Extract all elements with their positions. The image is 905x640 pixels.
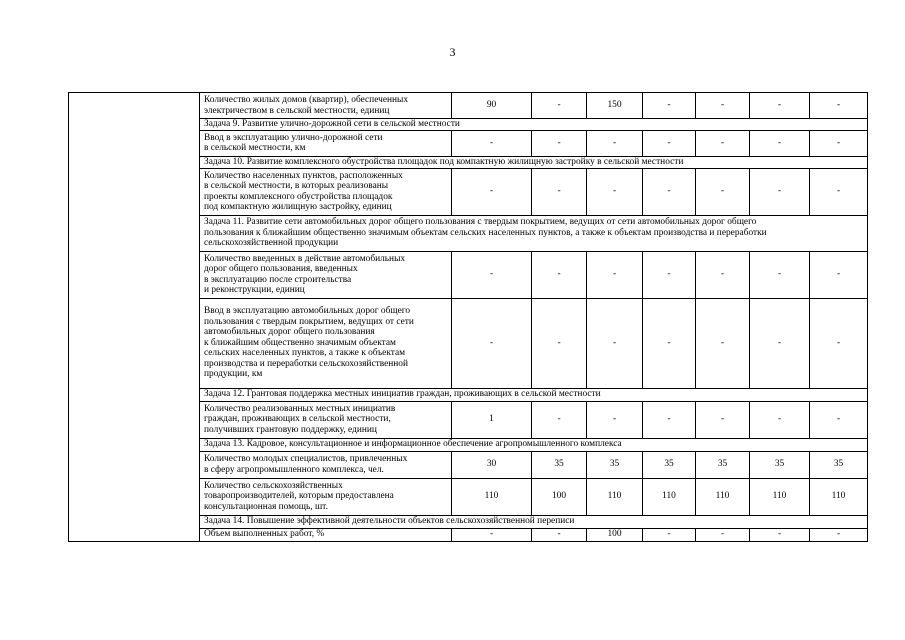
indicator-value: 110 xyxy=(810,478,868,515)
indicator-value: - xyxy=(750,298,810,388)
page-number: 3 xyxy=(449,45,456,59)
indicator-value: - xyxy=(452,298,532,388)
indicator-value: - xyxy=(643,528,696,541)
indicator-label: Ввод в эксплуатацию автомобильных дорог общего пользования с твердым покрытием, ведущих от сети автомобильных дорог общего пользования к ближайшим общественно значимым объектам сельских населенных пунктов, а также к объектам производства и переработки сельскохозяйственной продукции, км xyxy=(200,298,452,388)
task-heading: Задача 13. Кадровое, консультационное и информационное обеспечение агропромышленного комплекса xyxy=(200,438,868,451)
indicator-value: - xyxy=(696,298,750,388)
indicator-value: 35 xyxy=(532,451,587,478)
indicator-label: Количество введенных в действие автомобильных дорог общего пользования, введенных в эксплуатацию после строительства и реконструкции, единиц xyxy=(200,251,452,298)
indicator-value: 90 xyxy=(452,93,532,119)
indicator-label: Количество сельскохозяйственных товаропроизводителей, которым предоставлена консультационная помощь, шт. xyxy=(200,478,452,515)
indicator-value: - xyxy=(750,251,810,298)
indicator-value: 35 xyxy=(750,451,810,478)
indicator-value: - xyxy=(643,298,696,388)
indicator-value: - xyxy=(810,251,868,298)
indicator-value: - xyxy=(810,298,868,388)
indicator-value: - xyxy=(643,168,696,215)
indicator-value: 110 xyxy=(587,478,643,515)
task-heading: Задача 9. Развитие улично-дорожной сети в сельской местности xyxy=(200,119,868,131)
indicator-label: Количество реализованных местных инициатив граждан, проживающих в сельской местности, получивших грантовую поддержку, единиц xyxy=(200,401,452,438)
indicator-value: - xyxy=(696,130,750,156)
table-body xyxy=(69,93,868,542)
indicator-value: 110 xyxy=(750,478,810,515)
task-heading: Задача 14. Повышение эффективной деятельности объектов сельскохозяйственной переписи xyxy=(200,515,868,528)
indicator-value: - xyxy=(810,528,868,541)
indicator-value: - xyxy=(750,93,810,119)
indicator-label: Количество населенных пунктов, расположенных в сельской местности, в которых реализованы проекты комплексного обустройства площадок под компактную жилищную застройку, единиц xyxy=(200,168,452,215)
indicator-value: 110 xyxy=(452,478,532,515)
indicator-value: 110 xyxy=(643,478,696,515)
indicator-value: - xyxy=(643,251,696,298)
indicator-value: - xyxy=(643,401,696,438)
indicator-value: 150 xyxy=(587,93,643,119)
indicator-value: 30 xyxy=(452,451,532,478)
indicator-value: - xyxy=(532,168,587,215)
indicator-value: - xyxy=(532,251,587,298)
task-heading: Задача 10. Развитие комплексного обустройства площадок под компактную жилищную застройку в сельской местности xyxy=(200,156,868,168)
task-heading: Задача 11. Развитие сети автомобильных дорог общего пользования с твердым покрытием, ведущих от сети автомобильных дорог общего пользования к ближайшим общественно значимым объектам сельских населенных пунктов, а также к объектам производства и переработки сельскохозяйственной продукции xyxy=(200,215,868,251)
indicator-value: - xyxy=(810,130,868,156)
indicator-value: 35 xyxy=(587,451,643,478)
indicator-value: 100 xyxy=(587,528,643,541)
indicator-value: - xyxy=(532,401,587,438)
indicator-value: - xyxy=(810,168,868,215)
indicator-value: - xyxy=(532,298,587,388)
indicator-value: - xyxy=(696,401,750,438)
indicator-value: - xyxy=(696,251,750,298)
task-heading: Задача 12. Грантовая поддержка местных инициатив граждан, проживающих в сельской местности xyxy=(200,388,868,401)
indicator-value: - xyxy=(750,168,810,215)
indicator-value: - xyxy=(643,130,696,156)
indicator-value: - xyxy=(452,130,532,156)
blank-first-column xyxy=(69,93,200,542)
indicator-value: - xyxy=(452,528,532,541)
indicator-value: 35 xyxy=(696,451,750,478)
indicator-value: - xyxy=(587,401,643,438)
indicator-label: Количество молодых специалистов, привлеченных в сферу агропромышленного комплекса, чел. xyxy=(200,451,452,478)
indicator-value: - xyxy=(452,168,532,215)
indicator-value: 35 xyxy=(810,451,868,478)
indicator-value: - xyxy=(696,168,750,215)
indicator-value: - xyxy=(587,298,643,388)
indicator-value: 100 xyxy=(532,478,587,515)
indicator-label: Ввод в эксплуатацию улично-дорожной сети в сельской местности, км xyxy=(200,130,452,156)
indicator-value: - xyxy=(532,130,587,156)
indicator-value: - xyxy=(532,93,587,119)
indicator-value: - xyxy=(810,401,868,438)
indicator-label: Объем выполненных работ, % xyxy=(200,528,452,541)
indicator-row xyxy=(69,93,868,119)
indicator-value: - xyxy=(587,168,643,215)
indicator-value: 35 xyxy=(643,451,696,478)
indicator-value: - xyxy=(750,528,810,541)
indicator-value: 1 xyxy=(452,401,532,438)
indicator-label: Количество жилых домов (квартир), обеспеченных электричеством в сельской местности, единиц xyxy=(200,93,452,119)
indicator-value: - xyxy=(810,93,868,119)
indicator-value: - xyxy=(750,401,810,438)
indicator-value: 110 xyxy=(696,478,750,515)
indicator-value: - xyxy=(452,251,532,298)
indicator-value: - xyxy=(696,528,750,541)
indicator-value: - xyxy=(750,130,810,156)
indicators-table xyxy=(68,92,868,542)
indicator-value: - xyxy=(587,251,643,298)
indicator-value: - xyxy=(532,528,587,541)
indicator-value: - xyxy=(587,130,643,156)
indicator-value: - xyxy=(643,93,696,119)
indicator-value: - xyxy=(696,93,750,119)
